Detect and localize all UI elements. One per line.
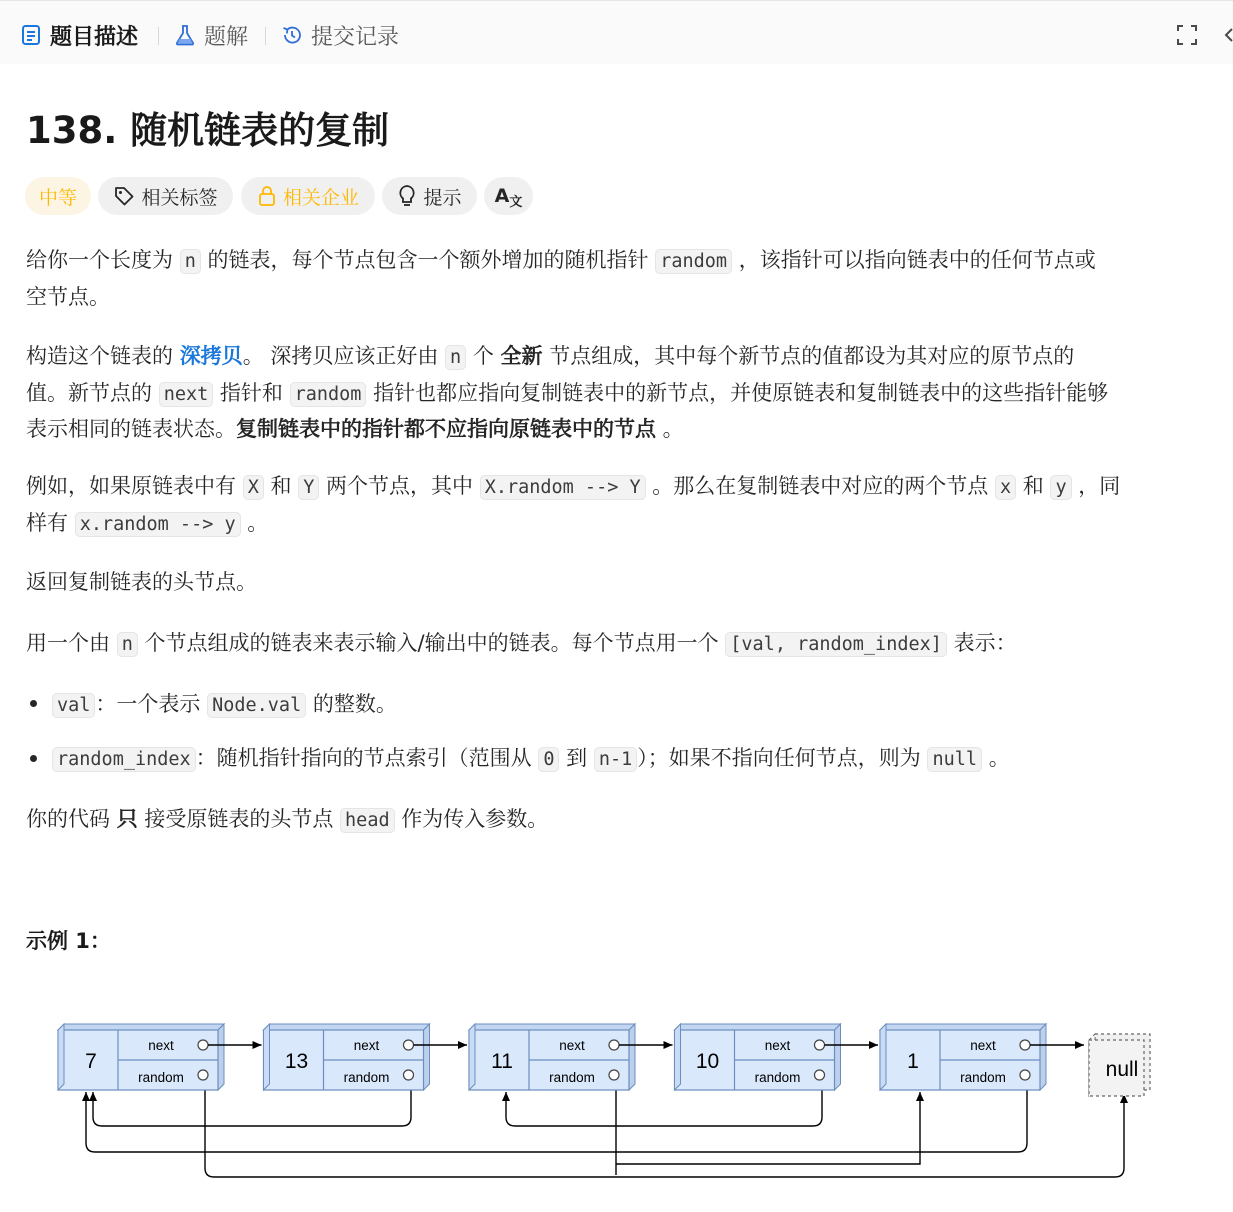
node-value: 13 [284, 1050, 309, 1073]
node-value: 10 [695, 1050, 720, 1073]
inline-code: n [117, 632, 138, 657]
description-paragraph: 构造这个链表的 深拷贝。 深拷贝应该正好由 n 个 全新 节点组成，其中每个新节点的值都设为其对应的原节点的 值。新节点的 next 指针和 random 指针也都应指向复制链表中的新节点，并使原链表和复制链表中的这些指针能够 表示相同的链表状态。复制链表中的指针都不应指向原链表中的节点 。 [26, 344, 1109, 441]
next-field-label: next [764, 1038, 791, 1053]
list-item: random_index ：随机指针指向的节点索引（范围从 0 到 n-1 ）；如果不指向任何节点，则为 null 。 [52, 741, 1233, 778]
page-title: 138. 随机链表的复制 [26, 109, 390, 152]
example-title: 示例 1： [26, 929, 111, 953]
translate-label: A [494, 185, 510, 207]
inline-code: x [995, 475, 1016, 500]
tab-bar [0, 0, 1233, 64]
tab-submissions-label: 提交记录 [311, 24, 400, 50]
next-field-label: next [148, 1038, 174, 1053]
random-field-label: random [343, 1070, 390, 1085]
random-pointer-dot [404, 1070, 414, 1080]
list-node [880, 1024, 1084, 1090]
inline-code: Node.val [207, 693, 306, 718]
list-node [58, 1024, 262, 1090]
tab-solutions[interactable] [174, 19, 248, 51]
inline-code: val [52, 693, 95, 718]
difficulty-label: 中等 [38, 186, 77, 209]
list-node [675, 1024, 879, 1090]
translate-button[interactable] [484, 177, 533, 215]
list-node [469, 1024, 673, 1090]
next-pointer-dot [198, 1040, 208, 1050]
inline-code: X [243, 475, 264, 500]
next-pointer-dot [815, 1040, 825, 1050]
description-paragraph: 返回复制链表的头节点。 [26, 570, 257, 594]
linked-list-diagram [50, 1022, 1170, 1192]
hint-label: 提示 [423, 186, 462, 209]
companies-button[interactable] [241, 177, 375, 215]
inline-code: X.random --> Y [480, 475, 646, 500]
translate-icon: $A_文$ [494, 185, 523, 210]
inline-code: n [180, 249, 201, 274]
tag-icon [113, 185, 135, 207]
chevron-left-icon[interactable] [1222, 23, 1233, 47]
inline-code: next [159, 382, 214, 407]
inline-code: random [290, 382, 367, 407]
fullscreen-icon[interactable] [1175, 23, 1199, 47]
list-bullet [30, 700, 37, 707]
lightbulb-icon [397, 184, 417, 208]
inline-code: y [1050, 475, 1071, 500]
random-field-label: random [138, 1070, 184, 1085]
inline-code: n [445, 345, 466, 370]
next-field-label: next [970, 1038, 996, 1053]
next-field-label: next [559, 1038, 585, 1053]
inline-code: random_index [52, 747, 196, 772]
next-pointer-dot [1020, 1040, 1030, 1050]
description-paragraph: 给你一个长度为 n 的链表，每个节点包含一个额外增加的随机指针 random ，该指针可以指向链表中的任何节点或 空节点。 [26, 248, 1096, 309]
inline-code: 0 [538, 747, 559, 772]
tags-button[interactable] [98, 177, 233, 215]
inline-code: x.random --> y [75, 512, 241, 537]
companies-label: 相关企业 [282, 186, 359, 209]
null-label: null [1105, 1058, 1139, 1081]
description-paragraph: 用一个由 n 个节点组成的链表来表示输入/输出中的链表。每个节点用一个 [val, random_index] 表示： [26, 631, 1017, 655]
tab-submissions[interactable] [281, 19, 399, 51]
random-field-label: random [754, 1070, 801, 1085]
node-value: 1 [907, 1050, 919, 1073]
random-field-label: random [960, 1070, 1006, 1085]
node-value: 7 [85, 1050, 97, 1073]
tab-description[interactable] [20, 19, 138, 51]
random-pointer-dot [815, 1070, 825, 1080]
tab-divider [265, 27, 266, 45]
tab-solutions-label: 题解 [204, 24, 249, 50]
flask-icon [174, 24, 196, 46]
inline-code: random [655, 249, 732, 274]
lock-icon [257, 185, 277, 207]
random-field-label: random [549, 1070, 595, 1085]
document-icon [20, 24, 42, 46]
random-pointer-dot [1020, 1070, 1030, 1080]
next-pointer-dot [404, 1040, 414, 1050]
hint-button[interactable] [382, 177, 477, 215]
description-paragraph: 例如，如果原链表中有 X 和 Y 两个节点，其中 X.random --> Y 。那么在复制链表中对应的两个节点 x 和 y ，同 样有 x.random --> y 。 [26, 474, 1121, 535]
tab-description-label: 题目描述 [50, 24, 139, 50]
next-field-label: next [353, 1038, 380, 1053]
deep-copy-link[interactable]: 深拷贝 [179, 344, 243, 368]
random-pointer-dot [609, 1070, 619, 1080]
list-item: val ：一个表示 Node.val 的整数。 [52, 687, 1233, 724]
list-bullet [30, 755, 37, 762]
node-value: 11 [491, 1050, 513, 1073]
description-paragraph: 你的代码 只 接受原链表的头节点 head 作为传入参数。 [26, 807, 549, 831]
random-pointer-dot [198, 1070, 208, 1080]
list-node [264, 1024, 468, 1090]
tab-divider [158, 27, 159, 45]
inline-code: head [340, 808, 395, 833]
null-node [1089, 1034, 1150, 1096]
inline-code: [val, random_index] [725, 632, 947, 657]
inline-code: n-1 [594, 747, 637, 772]
history-icon [281, 24, 303, 46]
inline-code: Y [298, 475, 319, 500]
difficulty-badge [25, 177, 91, 215]
tags-label: 相关标签 [141, 186, 218, 209]
inline-code: null [927, 747, 982, 772]
next-pointer-dot [609, 1040, 619, 1050]
